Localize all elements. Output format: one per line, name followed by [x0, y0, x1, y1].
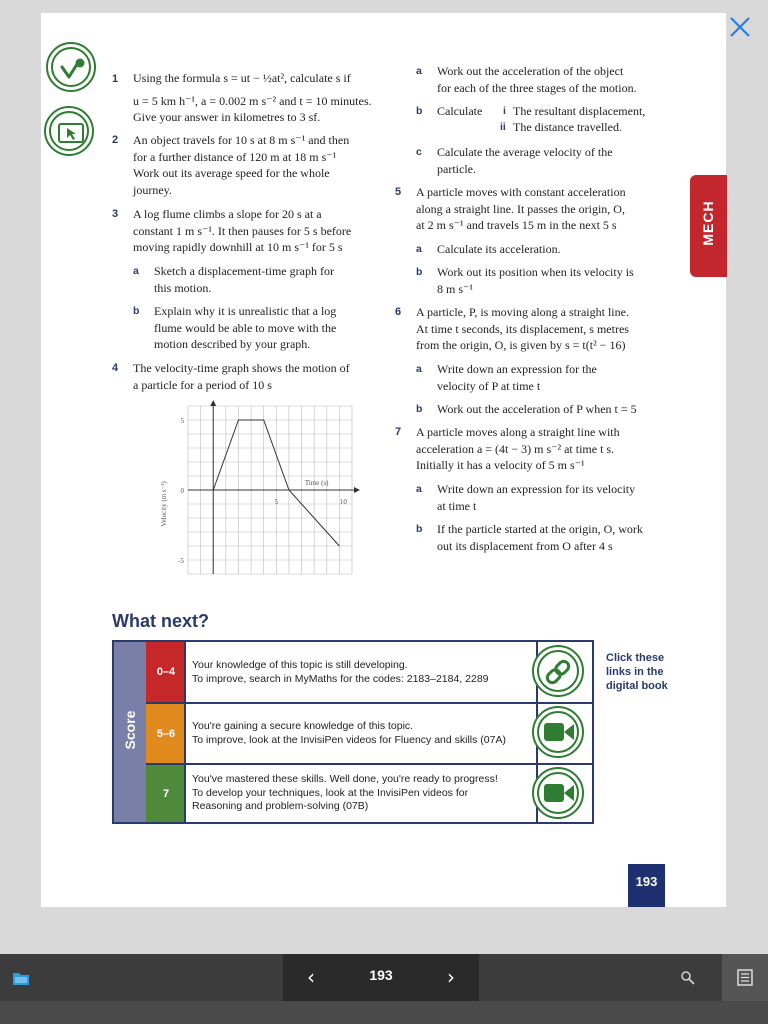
part-label: b: [416, 266, 423, 278]
contents-button[interactable]: [722, 954, 768, 1001]
checkmark-icon: [59, 55, 87, 83]
velocity-time-graph: [152, 398, 367, 578]
part-label: b: [416, 523, 423, 535]
part-text: Write down an expression for its velocity at time t: [437, 482, 636, 513]
score-feedback: You're gaining a secure knowledge of this topic. To improve, look at the InvisiPen videos for Fluency and skills (07A): [192, 720, 506, 746]
question-text: A particle, P, is moving along a straight line. At time t seconds, its displacement, s metres from the origin, O, is given by s = t(t² − 16): [416, 305, 629, 352]
part-label: b: [416, 105, 423, 117]
question-number: 7: [395, 426, 402, 438]
part-label: a: [416, 65, 422, 77]
folder-button[interactable]: [12, 970, 30, 991]
subpart-text: The resultant displacement,: [513, 104, 646, 118]
x-axis-label: Time (s): [304, 479, 329, 487]
mech-tab-label: MECH: [700, 200, 716, 246]
y-tick-label: 5: [180, 417, 184, 425]
cursor-icon: [57, 119, 85, 147]
question-text: The velocity-time graph shows the motion of a particle for a period of 10 s: [133, 361, 350, 392]
y-axis-label: Velocity (m s⁻¹): [160, 481, 168, 527]
part-label: c: [416, 146, 422, 158]
part-label: a: [416, 363, 422, 375]
part-text: Calculate the average velocity of the particle.: [437, 145, 613, 176]
y-axis-arrow: [210, 400, 216, 406]
part-text: Work out the acceleration of P when t = 5: [437, 402, 637, 416]
score-table: [112, 640, 594, 824]
part-text: Write down an expression for the velocity of P at time t: [437, 362, 597, 393]
score-label: Score: [122, 710, 138, 750]
part-text: Work out the acceleration of the object for each of the three stages of the motion.: [437, 64, 637, 95]
bottom-strip: [0, 1001, 768, 1024]
list-icon: [737, 969, 753, 986]
folder-icon: [12, 970, 30, 986]
divider: [184, 642, 186, 822]
score-feedback: Your knowledge of this topic is still developing. To improve, search in MyMaths for the codes: 2183–2184, 2289: [192, 659, 489, 685]
question-number: 6: [395, 306, 402, 318]
part-label: a: [133, 265, 139, 277]
question-number: 1: [112, 73, 119, 85]
part-text: Work out its position when its velocity is 8 m s⁻¹: [437, 265, 634, 296]
search-button[interactable]: [680, 970, 696, 991]
interactive-button[interactable]: [44, 106, 94, 156]
link-icon: [544, 659, 572, 685]
y-tick-label: -5: [178, 557, 184, 565]
reasoning-video-button[interactable]: [532, 767, 584, 819]
part-text: If the particle started at the origin, O, work out its displacement from O after 4 s: [437, 522, 643, 553]
score-column: [114, 642, 146, 822]
subpart-text: The distance travelled.: [513, 120, 622, 134]
y-tick-label: 0: [180, 487, 184, 495]
question-number: 4: [112, 362, 119, 374]
video-icon: [544, 781, 574, 807]
close-button[interactable]: [725, 12, 755, 42]
search-icon: [680, 970, 696, 986]
page-navigator: [283, 954, 479, 1001]
question-number: 2: [112, 134, 119, 146]
page-number-badge: 193: [628, 864, 665, 907]
mech-side-tab[interactable]: [690, 175, 727, 277]
part-label: a: [416, 483, 422, 495]
current-page-indicator[interactable]: 193: [369, 967, 393, 983]
previous-page-button[interactable]: ‹: [307, 965, 315, 989]
question-number: 3: [112, 208, 119, 220]
question-text: A particle moves with constant acceleration along a straight line. It passes the origin, O, at 2 m s⁻¹ and travels 15 m in the next 5 s: [416, 185, 626, 232]
divider: [146, 702, 592, 704]
fluency-video-button[interactable]: [532, 706, 584, 758]
answers-button[interactable]: [46, 42, 96, 92]
x-tick-label: 5: [274, 498, 279, 506]
score-feedback: You've mastered these skills. Well done, you're ready to progress! To develop your techniques, look at the InvisiPen videos for Reasoning and problem-solving (07B): [192, 773, 498, 812]
mymaths-link-button[interactable]: [532, 645, 584, 697]
question-number: 5: [395, 186, 402, 198]
subpart-label: ii: [500, 121, 506, 133]
click-links-note: Click these links in the digital book: [606, 652, 668, 692]
question-text: Using the formula s = ut − ½at², calculate s if u = 5 km h⁻¹, a = 0.002 m s⁻² and t = 10 minutes. Give your answer in kilometres to 3 sf.: [133, 71, 372, 124]
part-text: Sketch a displacement-time graph for this motion.: [154, 264, 334, 295]
what-next-title: What next?: [112, 611, 209, 631]
graph-ticks: [178, 417, 347, 565]
part-text: Calculate: [437, 104, 483, 118]
x-tick-label: 10: [339, 498, 347, 506]
question-text: An object travels for 10 s at 8 m s⁻¹ and then for a further distance of 120 m at 18 m s⁻¹ Work out its average speed for the whole journey.: [133, 133, 350, 197]
question-text: A log flume climbs a slope for 20 s at a constant 1 m s⁻¹. It then pauses for 5 s before moving rapidly downhill at 10 m s⁻¹ for 5 s: [133, 207, 352, 254]
score-band-5-6: 5–6: [146, 704, 186, 763]
divider: [146, 763, 592, 765]
next-page-button[interactable]: ›: [447, 965, 455, 989]
part-text: Explain why it is unrealistic that a log flume would be able to move with the motion described by your graph.: [154, 304, 337, 351]
part-label: a: [416, 243, 422, 255]
score-band-0-4: 0–4: [146, 642, 186, 702]
subpart-label: i: [503, 105, 506, 117]
close-icon: [725, 12, 755, 42]
part-label: b: [416, 403, 423, 415]
part-text: Calculate its acceleration.: [437, 242, 561, 256]
part-label: b: [133, 305, 140, 317]
x-axis-arrow: [354, 487, 360, 493]
video-icon: [544, 720, 574, 746]
question-text: A particle moves along a straight line with acceleration a = (4t − 3) m s⁻² at time t s. Initially it has a velocity of 5 m s⁻¹: [416, 425, 620, 472]
score-band-7: 7: [146, 765, 186, 822]
